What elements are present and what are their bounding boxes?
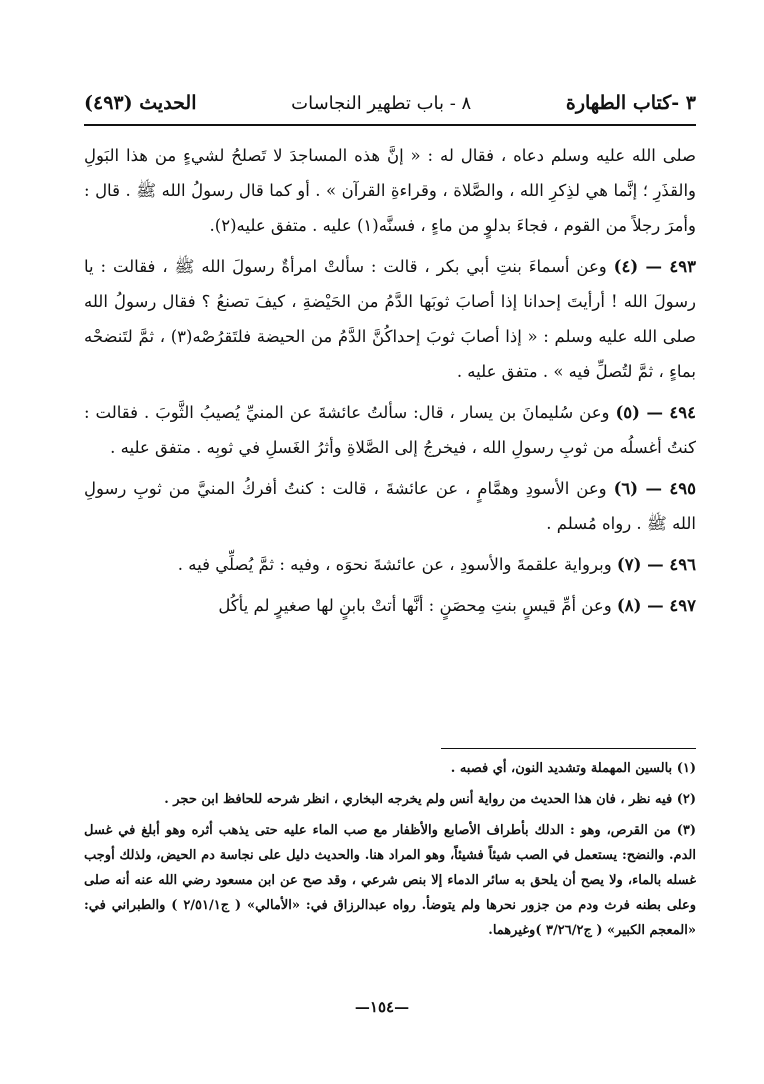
chapter-title: ٨ - باب تطهير النجاسات [291,92,472,114]
hadith-493 [84,249,696,389]
footnotes [84,756,696,949]
hadith-number: ٤٩٧ — (٨) [616,596,696,615]
hadith-range: الحديث (٤٩٣) [84,92,197,114]
paragraph-text: وبرواية علقمةَ والأسودِ ، عن عائشةَ نحوَه ، وفيه : ثمَّ يُصلِّي فيه . [177,555,617,574]
paragraph-text: وعن أسماءَ بنتِ أبي بكر ، قالت : سألتْ امرأةٌ رسولَ الله ﷺ ، فقالت : يا رسولَ الله ! أرأيتَ إحدانا إذا أصابَ ثوبَها الدَّمُ من الحَيْضةِ ، كيفَ تصنعُ ؟ فقال رسولُ الله صلى الله عليه وسلم : « إذا أصابَ ثوبَ إحداكُنَّ الدَّمُ من الحيضة فلتَقرُصْه(٣) ، ثمَّ لتَنضحْه بماءٍ ، ثمَّ لتُصلِّ فيه » . متفق عليه . [84,257,696,381]
header-rule [84,124,696,126]
hadith-495 [84,471,696,541]
main-text [84,138,696,629]
paragraph-text: وعن أمِّ قيسٍ بنتِ مِحصَنٍ : أنَّها أتتْ بابنٍ لها صغيرٍ لم يأكُل [218,596,617,615]
footnote-2: (٢) فيه نظر ، فان هذا الحديث من رواية أنس ولم يخرجه البخاري ، انظر شرحه للحافظ ابن حجر . [164,792,696,807]
hadith-494 [84,395,696,465]
paragraph-continuation [84,138,696,243]
running-header [84,86,696,120]
hadith-497 [84,588,696,623]
hadith-number: ٤٩٤ — (٥) [615,403,697,422]
hadith-number: ٤٩٣ — (٤) [613,257,696,276]
footnote-separator [441,748,696,749]
book-title: ٣ -كتاب الطهارة [565,92,696,114]
paragraph-text: وعن الأسودِ وهمَّامٍ ، عن عائشةَ ، قالت : كنتُ أفركُ المنيَّ من ثوبِ رسولِ الله ﷺ . رواه مُسلم . [84,479,696,533]
hadith-496 [84,547,696,582]
paragraph-text: وعن سُليمانَ بن يسار ، قال: سألتُ عائشةَ عن المنيِّ يُصيبُ الثَّوبَ . فقالت : كنتُ أغسلُه من ثوبِ رسولِ الله ، فيخرجُ إلى الصَّلاةِ وأثرُ الغَسلِ في ثوبِه . متفق عليه . [84,403,696,457]
paragraph-text: صلى الله عليه وسلم دعاه ، فقال له : « إنَّ هذه المساجدَ لا تَصلحُ لشيءٍ من هذا البَولِ والقذَرِ ؛ إنَّما هي لذِكرِ الله ، والصَّلاة ، وقراءةِ القرآن » . أو كما قال رسولُ الله ﷺ . قال : وأمرَ رجلاً من القوم ، فجاءَ بدلوٍ من ماءٍ ، فسنَّه(١) عليه . متفق عليه(٢). [84,146,696,235]
footnote-1: (١) بالسين المهملة وتشديد النون، أي فصبه . [450,761,696,776]
page-number: —١٥٤— [354,998,410,1016]
footnote-3: (٣) من القرص، وهو : الدلك بأطراف الأصابع والأظفار مع صب الماء عليه حتى يذهب أثره وهو أبلغ في غسل الدم. والنضح: يستعمل في الصب شيئاً فشيئاً، وهو المراد هنا. والحديث دليل على نجاسة دم الحيض، ولذلك أوجب غسله بالماء، ولا يصح أن يلحق به سائر الدماء إلا بنص شرعي ، وقد صح عن ابن مسعود رضي الله عنه أنه صلى وعلى بطنه فرث ودم من جزور نحرها ولم يتوضأ. رواه عبدالرزاق في: «الأمالي» ( ج٢/٥١/١ ) والطبراني في: «المعجم الكبير» ( ج٣/٢٦/٢ )وغيرهما. [84,823,696,938]
hadith-number: ٤٩٦ — (٧) [616,555,696,574]
hadith-number: ٤٩٥ — (٦) [613,479,696,498]
